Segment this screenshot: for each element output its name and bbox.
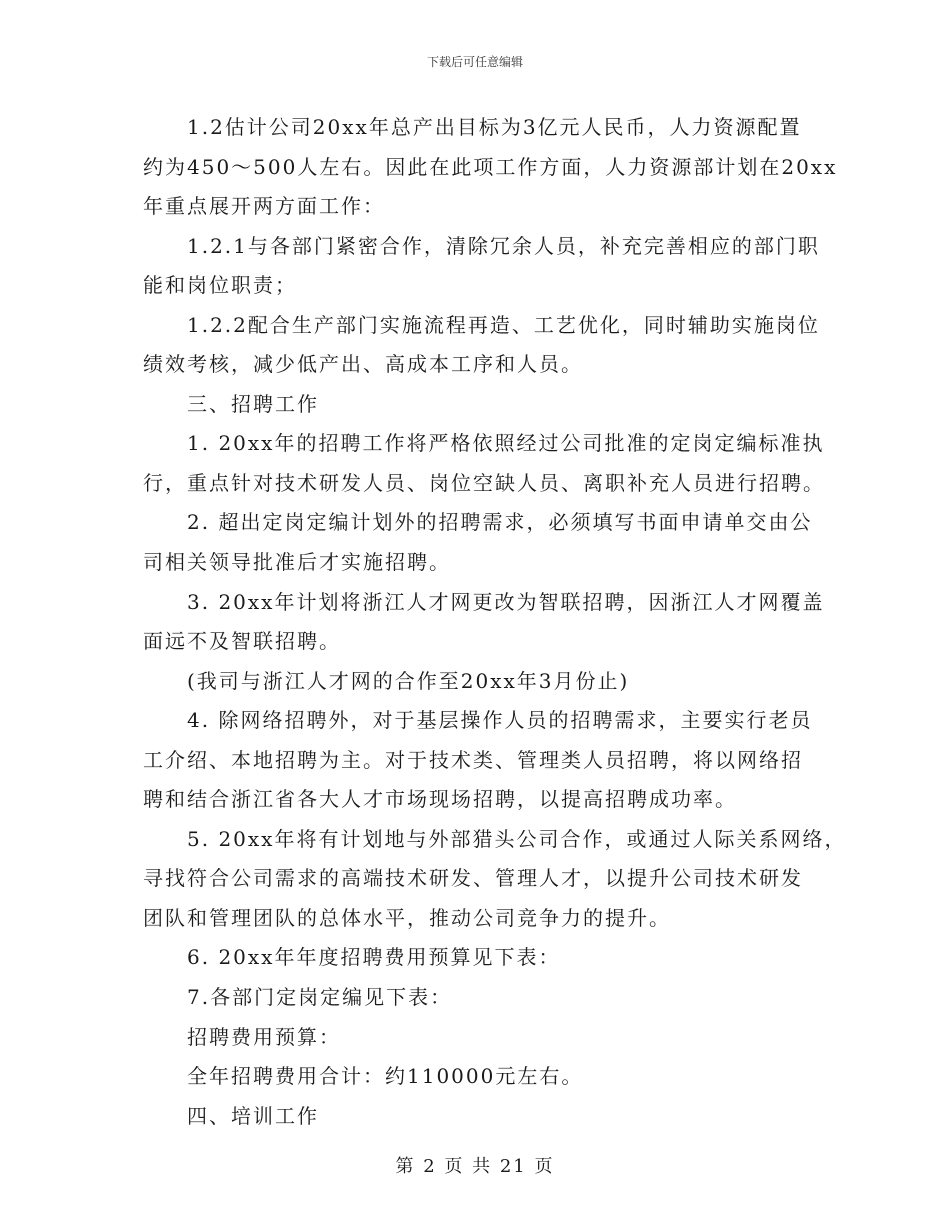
text-line: 寻找符合公司需求的高端技术研发、管理人才，以提升公司技术研发 [143, 866, 803, 891]
text-line: 1. 20xx年的招聘工作将严格依照经过公司批准的定岗定编标准执 [187, 431, 825, 456]
text-line: 2. 超出定岗定编计划外的招聘需求，必须填写书面申请单交由公 [187, 510, 813, 535]
document-body [143, 108, 847, 1136]
page-number: 第 2 页 共 21 页 [395, 1156, 555, 1177]
download-note: 下载后可任意编辑 [426, 55, 523, 69]
text-line: 聘和结合浙江省各大人才市场现场招聘，以提高招聘成功率。 [143, 787, 737, 812]
text-line: 面远不及智联招聘。 [143, 629, 341, 654]
text-line: 行，重点针对技术研发人员、岗位空缺人员、离职补充人员进行招聘。 [143, 470, 825, 495]
text-line: 工介绍、本地招聘为主。对于技术类、管理类人员招聘，将以网络招 [143, 747, 803, 772]
text-line: 四、培训工作 [187, 1103, 319, 1128]
text-line: 三、招聘工作 [187, 391, 319, 416]
text-line: 6. 20xx年年度招聘费用预算见下表： [187, 945, 561, 970]
text-line: 1.2估计公司20xx年总产出目标为3亿元人民币，人力资源配置 [187, 115, 802, 139]
text-line: 7.各部门定岗定编见下表： [187, 985, 453, 1010]
text-line: 1.2.1与各部门紧密合作，清除冗余人员，补充完善相应的部门职 [187, 233, 820, 258]
text-line: 4. 除网络招聘外，对于基层操作人员的招聘需求，主要实行老员 [187, 708, 813, 733]
text-line: 司相关领导批准后才实施招聘。 [143, 550, 451, 575]
text-line: 5. 20xx年将有计划地与外部猎头公司合作，或通过人际关系网络， [187, 826, 847, 851]
text-line: 3. 20xx年计划将浙江人才网更改为智联招聘，因浙江人才网覆盖 [187, 589, 825, 614]
text-line: 团队和管理团队的总体水平，推动公司竞争力的提升。 [143, 905, 671, 930]
text-line: (我司与浙江人才网的合作至20xx年3月份止) [187, 668, 630, 693]
text-line: 1.2.2配合生产部门实施流程再造、工艺优化，同时辅助实施岗位 [187, 312, 820, 337]
text-line: 全年招聘费用合计：约110000元左右。 [187, 1064, 584, 1089]
text-line: 绩效考核，减少低产出、高成本工序和人员。 [143, 352, 583, 377]
text-line: 年重点展开两方面工作： [143, 194, 385, 219]
text-line: 招聘费用预算： [187, 1024, 341, 1049]
text-line: 能和岗位职责； [143, 273, 297, 298]
text-line: 约为450～500人左右。因此在此项工作方面，人力资源部计划在20xx [143, 154, 838, 179]
